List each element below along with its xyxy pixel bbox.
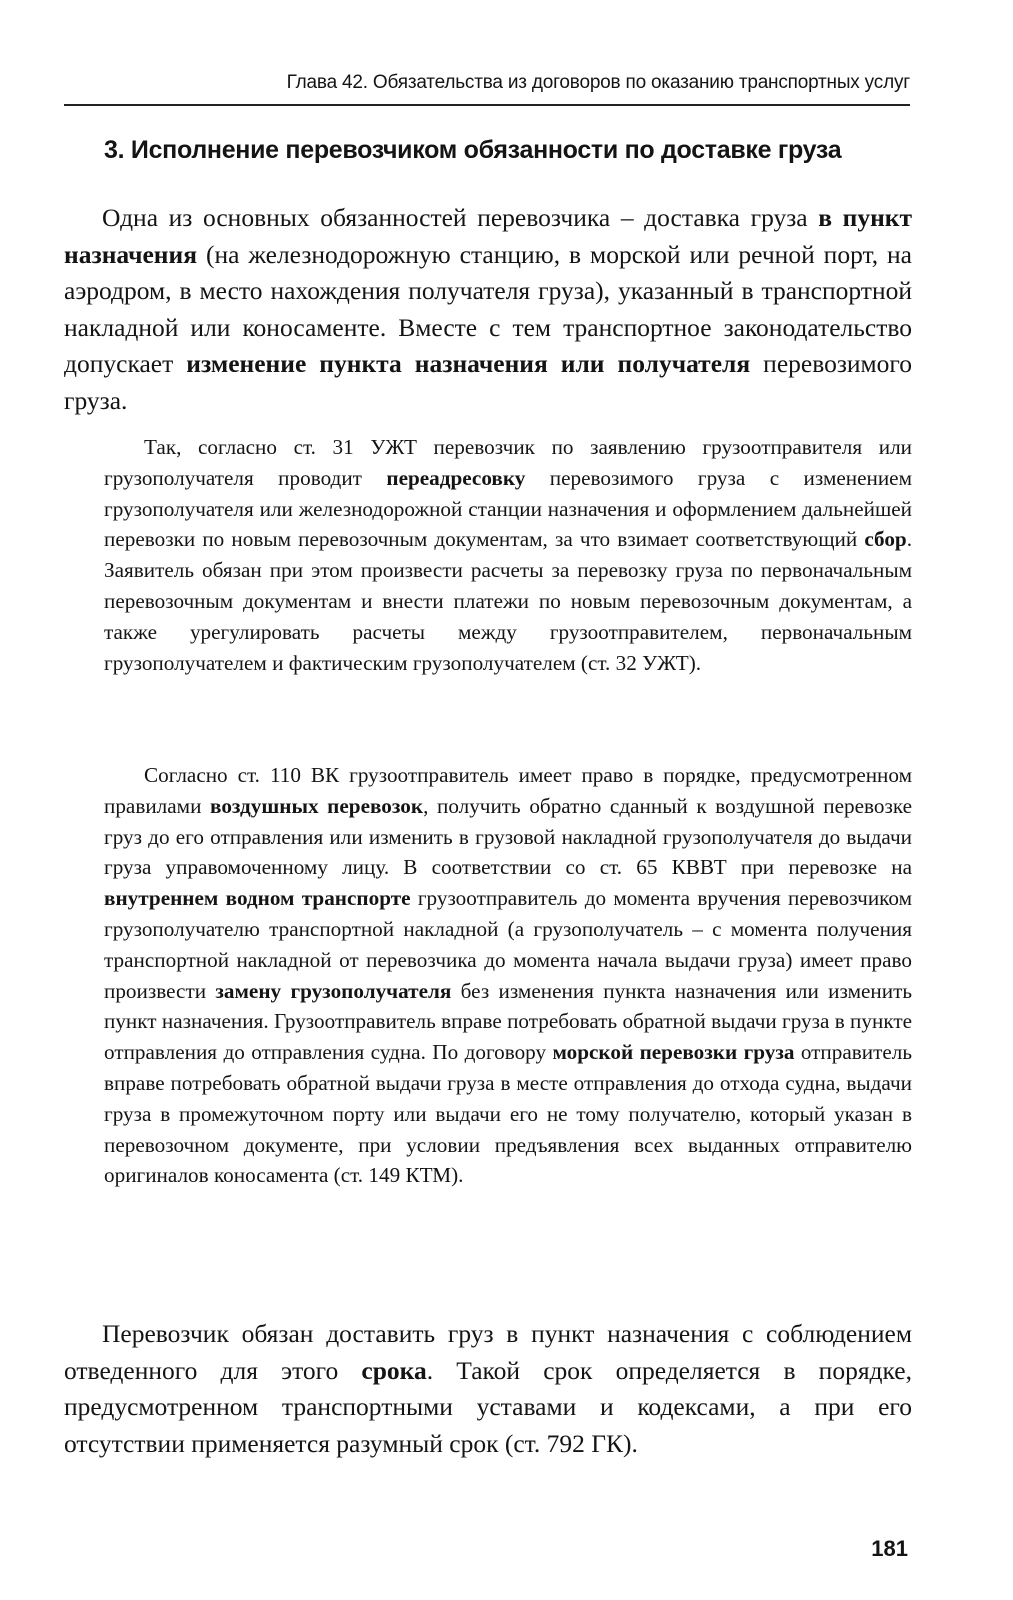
emphasis-term: переадресовку	[386, 465, 526, 490]
header-rule	[64, 104, 910, 106]
text-run: отправитель вправе потребовать обратной выдачи груза в месте отправления до отхода судна, выдачи груза в промежуточном порту или выдачи его не тому получателю, который указан в перевозочном документе, при условии предъявления всех выданных отправителю оригиналов коносамента (ст. 149 КТМ).	[104, 1040, 912, 1188]
text-run: перевозимого груза с изменением грузополучателя или железнодорожной станции назначения и оформлением дальнейшей перевозки по новым перевозочным документам, за что взимает соответствующий	[104, 465, 912, 552]
text-run: , получить обратно сданный к воздушной перевозке груз до его отправления или изменить в грузовой накладной грузополучателя до выдачи груза управомоченному лицу. В соответствии со ст. 65 КВВТ при перевозке на	[104, 793, 913, 880]
text-run: Одна из основных обязанностей перевозчика – доставка груза	[102, 203, 819, 232]
running-head: Глава 42. Обязательства из договоров по оказанию транспортных услуг	[286, 72, 910, 93]
paragraph-intro	[64, 200, 912, 420]
text-run: перевозимого груза.	[64, 349, 912, 415]
text-run: . Такой срок определяется в порядке, предусмотренном транспортными уставами и кодексами, а при его отсутствии применяется разумный срок (ст. 792 ГК).	[64, 1355, 912, 1458]
paragraph-delivery-term	[64, 1316, 912, 1462]
text-run: . Заявитель обязан при этом произвести расчеты за перевозку груза по первоначальным перевозочным документам и внести платежи по новым перевозочным документам, а также урегулировать расчеты между грузоотправителем, первоначальным грузополучателем и фактическим грузополучателем (ст. 32 УЖТ).	[104, 527, 912, 675]
emphasis-term: в пункт назначения	[64, 203, 912, 269]
paragraph-air-water-sea	[104, 760, 912, 1191]
emphasis-term: замену грузополучателя	[215, 978, 452, 1003]
emphasis-term: срока	[361, 1355, 427, 1385]
emphasis-term: морской перевозки груза	[552, 1040, 795, 1065]
paragraph-rail-readdressing	[104, 432, 912, 678]
text-run: Перевозчик обязан доставить груз в пункт назначения с соблюдением отведенного для этого	[64, 1319, 912, 1385]
emphasis-term: воздушных перевозок	[210, 793, 424, 818]
text-run: Согласно ст. 110 ВК грузоотправитель имеет право в порядке, предусмотренном правилами	[104, 763, 912, 818]
page-number: 181	[871, 1536, 908, 1561]
text-run: грузоотправитель до момента вручения перевозчиком грузополучателю транспортной накладной (а грузополучатель – с момента получения транспортной накладной от перевозчика до момента начала выдачи груза) имеет право произвести	[104, 886, 912, 1003]
text-run: (на железнодорожную станцию, в морской или речной порт, на аэродром, в место нахождения получателя груза), указанный в транспортной накладной или коносаменте. Вместе с тем транспортное законодательство допускает	[64, 239, 912, 379]
text-run: без изменения пункта назначения или изменить пункт назначения. Грузоотправитель вправе потребовать обратной выдачи груза в пункте отправления до отправления судна. По договору	[104, 978, 912, 1065]
emphasis-term: внутреннем водном транспорте	[104, 886, 411, 911]
text-run: Так, согласно ст. 31 УЖТ перевозчик по заявлению грузоотправителя или грузополучателя проводит	[104, 435, 912, 490]
emphasis-term: сбор	[864, 527, 907, 552]
emphasis-term: изменение пункта назначения или получателя	[186, 349, 751, 379]
section-title: 3. Исполнение перевозчиком обязанности по доставке груза	[104, 136, 842, 164]
